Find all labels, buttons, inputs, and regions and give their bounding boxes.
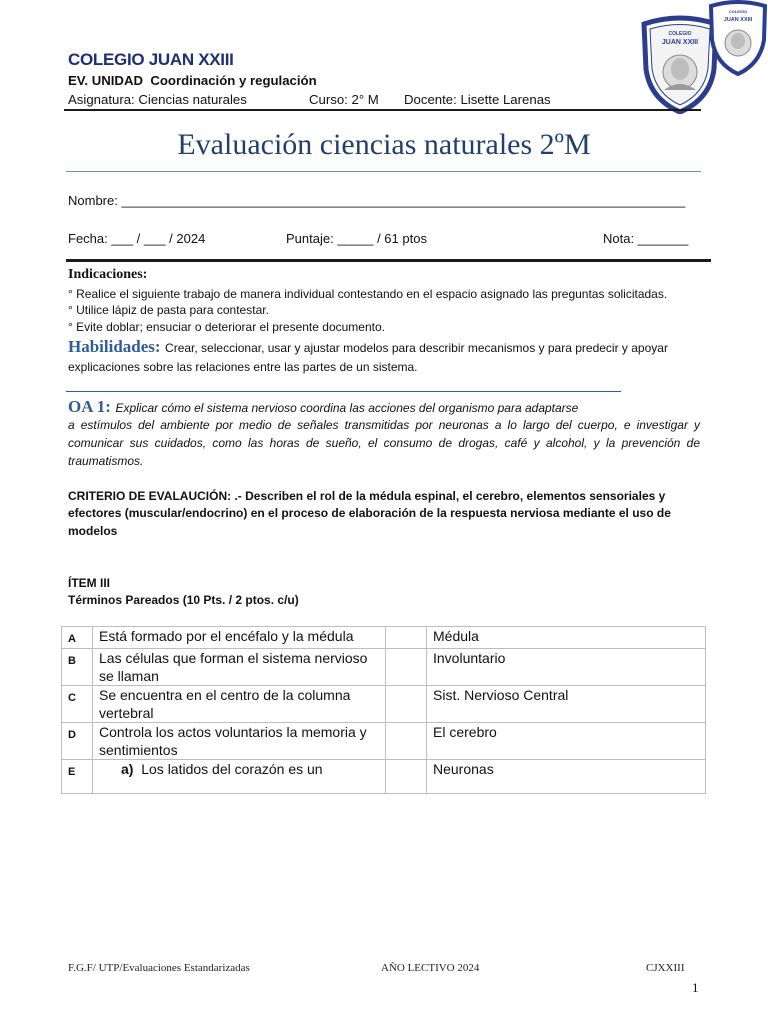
table-row <box>62 649 706 686</box>
indicacion-item: ° Realice el siguiente trabajo de manera individual contestando en el espacio asignado las preguntas solicitadas. <box>68 287 668 301</box>
unit-line <box>68 73 317 88</box>
item-heading: ÍTEM III <box>68 576 110 590</box>
seal-text-2: JUAN XXIII <box>661 39 699 46</box>
indicacion-item: ° Utilice lápiz de pasta para contestar. <box>68 303 269 317</box>
row-term: Involuntario <box>427 649 706 686</box>
answer-cell[interactable] <box>386 686 427 723</box>
oa-text-1: Explicar cómo el sistema nervioso coordina las acciones del organismo para adaptarse <box>115 401 579 415</box>
table-row <box>62 760 706 794</box>
answer-cell[interactable] <box>386 627 427 649</box>
oa-text-3: comunicar sus cuidados, como las horas de sueño, el consumo de drogas, café y alcohol, y la prevención de <box>68 436 700 450</box>
row-statement: Controla los actos voluntarios la memoria y sentimientos <box>93 723 386 760</box>
matching-table <box>61 626 706 794</box>
footer-left: F.G.F/ UTP/Evaluaciones Estandarizadas <box>68 962 250 974</box>
row-statement: Se encuentra en el centro de la columna vertebral <box>93 686 386 723</box>
statement-prefix: a) <box>121 761 134 777</box>
oa-heading: OA 1: <box>68 397 111 416</box>
row-term: Médula <box>427 627 706 649</box>
footer-center: AÑO LECTIVO 2024 <box>381 962 480 974</box>
row-letter: D <box>62 723 93 760</box>
answer-cell[interactable] <box>386 723 427 760</box>
name-field[interactable]: Nombre: ______________________________________________________________________________ <box>68 193 686 208</box>
row-letter: E <box>62 760 93 794</box>
habilidades-text: Crear, seleccionar, usar y ajustar modelos para describir mecanismos y para predecir y apoyar <box>165 341 668 355</box>
table-row <box>62 723 706 760</box>
oa-line <box>68 397 578 417</box>
row-statement: Está formado por el encéfalo y la médula <box>93 627 386 649</box>
answer-cell[interactable] <box>386 760 427 794</box>
course-label: Curso: 2° M <box>309 92 379 107</box>
school-name: COLEGIO JUAN XXIII <box>68 50 234 69</box>
indicaciones-heading: Indicaciones: <box>68 267 148 282</box>
teacher-label: Docente: Lisette Larenas <box>404 92 551 107</box>
indicacion-item: ° Evite doblar; ensuciar o deteriorar el presente documento. <box>68 320 385 334</box>
seal-small-text-1: COLEGIO <box>728 9 748 14</box>
row-term: El cerebro <box>427 723 706 760</box>
footer-right: CJXXIII <box>646 962 685 974</box>
habilidades-text-2: explicaciones sobre las relaciones entre las partes de un sistema. <box>68 360 418 374</box>
seal-small-text-2: JUAN XXIII <box>723 17 753 23</box>
row-letter: C <box>62 686 93 723</box>
seal-text-1: COLEGIO <box>668 31 692 37</box>
criterio-text-1: CRITERIO DE EVALAUCIÓN: .- Describen el rol de la médula espinal, el cerebro, elementos sensoriales y <box>68 489 666 503</box>
school-seal-logo-small <box>708 0 768 76</box>
criterio-text-3: modelos <box>68 524 118 538</box>
oa-text-2: a estímulos del ambiente por medio de señales transmitidas por neuronas a lo largo del cuerpo, e investigar y <box>68 418 700 432</box>
unit-name: Coordinación y regulación <box>150 73 317 88</box>
score-field[interactable]: Puntaje: _____ / 61 ptos <box>286 231 427 246</box>
row-letter: A <box>62 627 93 649</box>
table-row <box>62 627 706 649</box>
table-row <box>62 686 706 723</box>
header-divider <box>64 109 701 111</box>
row-term: Neuronas <box>427 760 706 794</box>
grade-field[interactable]: Nota: _______ <box>603 231 689 246</box>
row-letter: B <box>62 649 93 686</box>
oa-text-4: traumatismos. <box>68 454 144 468</box>
answer-cell[interactable] <box>386 649 427 686</box>
criterio-text-2: efectores (muscular/endocrino) en el proceso de elaboración de la respuesta nerviosa mediante el uso de <box>68 506 671 520</box>
form-divider <box>66 259 711 262</box>
date-field[interactable]: Fecha: ___ / ___ / 2024 <box>68 231 206 246</box>
page-number: 1 <box>692 980 699 995</box>
statement-text: Los latidos del corazón es un <box>141 761 323 777</box>
row-statement: Las células que forman el sistema nervioso se llaman <box>93 649 386 686</box>
habilidades-heading: Habilidades: <box>68 337 161 356</box>
subject-label: Asignatura: Ciencias naturales <box>68 92 247 107</box>
habilidades-line <box>68 337 668 357</box>
row-statement <box>93 760 386 794</box>
habilidades-underline <box>66 391 621 392</box>
item-subheading: Términos Pareados (10 Pts. / 2 ptos. c/u) <box>68 593 299 607</box>
title-underline <box>66 171 701 172</box>
page-title: Evaluación ciencias naturales 2ºM <box>177 128 591 161</box>
unit-prefix: EV. UNIDAD <box>68 73 143 88</box>
row-term: Sist. Nervioso Central <box>427 686 706 723</box>
